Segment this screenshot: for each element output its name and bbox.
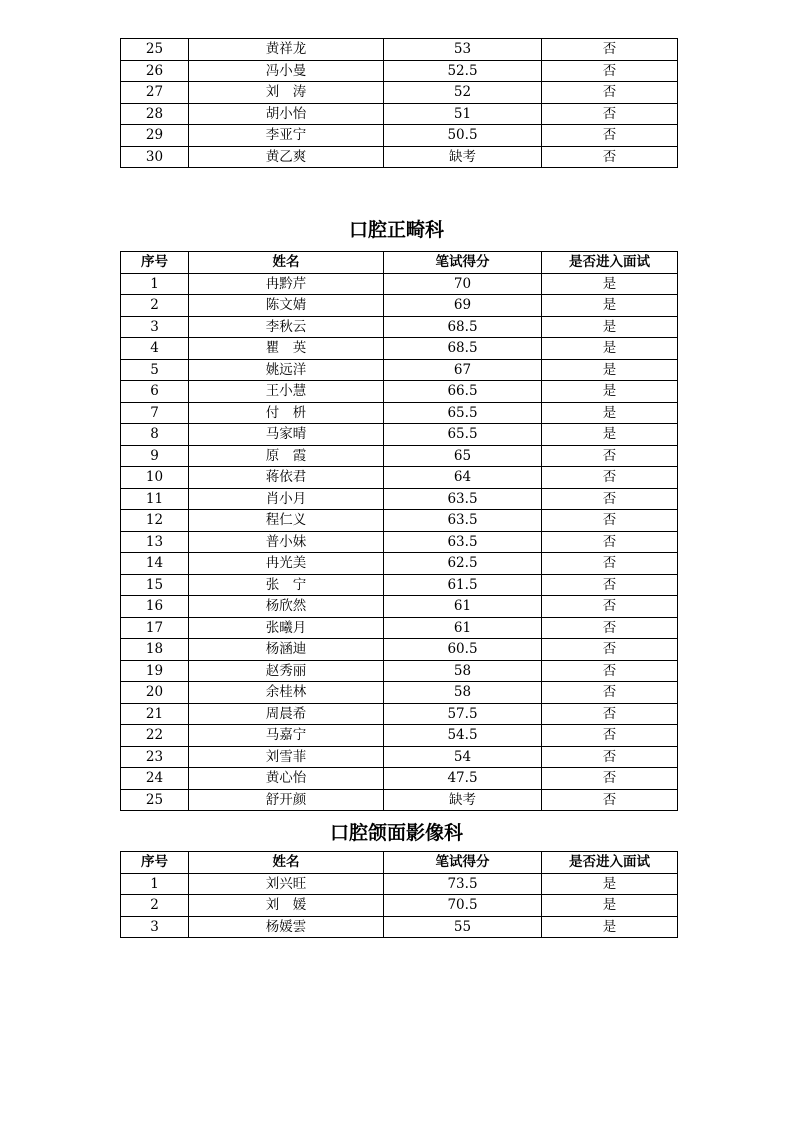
cell-score: 52.5 [384, 60, 542, 82]
table-row [121, 682, 678, 704]
table-row [121, 660, 678, 682]
cell-index: 30 [121, 146, 189, 168]
cell-name: 陈文婧 [189, 295, 384, 317]
cell-score: 69 [384, 295, 542, 317]
header-index: 序号 [121, 852, 189, 874]
table-row [121, 381, 678, 403]
cell-interview: 否 [542, 467, 678, 489]
cell-name: 周晨希 [189, 703, 384, 725]
cell-index: 12 [121, 510, 189, 532]
cell-score: 70 [384, 273, 542, 295]
cell-name: 黄祥龙 [189, 39, 384, 61]
cell-index: 3 [121, 316, 189, 338]
cell-score: 70.5 [384, 895, 542, 917]
table-body [121, 39, 678, 168]
header-score: 笔试得分 [384, 852, 542, 874]
cell-score: 50.5 [384, 125, 542, 147]
header-interview: 是否进入面试 [542, 852, 678, 874]
cell-score: 54 [384, 746, 542, 768]
cell-interview: 否 [542, 553, 678, 575]
cell-score: 64 [384, 467, 542, 489]
table-body [121, 273, 678, 811]
cell-name: 原 霞 [189, 445, 384, 467]
cell-index: 9 [121, 445, 189, 467]
cell-index: 7 [121, 402, 189, 424]
cell-index: 13 [121, 531, 189, 553]
cell-score: 73.5 [384, 873, 542, 895]
cell-score: 63.5 [384, 488, 542, 510]
cell-score: 缺考 [384, 789, 542, 811]
cell-name: 马家晴 [189, 424, 384, 446]
cell-score: 65.5 [384, 402, 542, 424]
cell-name: 黄心怡 [189, 768, 384, 790]
table-row [121, 82, 678, 104]
table-row [121, 895, 678, 917]
cell-index: 23 [121, 746, 189, 768]
cell-interview: 否 [542, 574, 678, 596]
table-row [121, 553, 678, 575]
table-row [121, 273, 678, 295]
cell-index: 18 [121, 639, 189, 661]
cell-score: 63.5 [384, 510, 542, 532]
header-interview: 是否进入面试 [542, 252, 678, 274]
table-row [121, 768, 678, 790]
cell-name: 马嘉宁 [189, 725, 384, 747]
table-row [121, 916, 678, 938]
table-row [121, 316, 678, 338]
cell-name: 王小慧 [189, 381, 384, 403]
header-name: 姓名 [189, 852, 384, 874]
cell-index: 2 [121, 895, 189, 917]
cell-index: 25 [121, 789, 189, 811]
cell-interview: 是 [542, 424, 678, 446]
table-body [121, 873, 678, 938]
cell-index: 1 [121, 873, 189, 895]
table-row [121, 873, 678, 895]
cell-name: 黄乙爽 [189, 146, 384, 168]
cell-interview: 否 [542, 725, 678, 747]
cell-score: 61 [384, 617, 542, 639]
cell-index: 5 [121, 359, 189, 381]
cell-index: 21 [121, 703, 189, 725]
cell-interview: 是 [542, 338, 678, 360]
cell-name: 张 宁 [189, 574, 384, 596]
table-header [121, 852, 678, 874]
table-row [121, 488, 678, 510]
table-row [121, 467, 678, 489]
cell-name: 刘兴旺 [189, 873, 384, 895]
cell-interview: 否 [542, 488, 678, 510]
cell-name: 余桂林 [189, 682, 384, 704]
cell-index: 17 [121, 617, 189, 639]
cell-score: 57.5 [384, 703, 542, 725]
table-row [121, 359, 678, 381]
table-row [121, 60, 678, 82]
cell-index: 11 [121, 488, 189, 510]
cell-interview: 是 [542, 873, 678, 895]
cell-interview: 否 [542, 768, 678, 790]
cell-interview: 是 [542, 273, 678, 295]
cell-interview: 是 [542, 402, 678, 424]
cell-index: 3 [121, 916, 189, 938]
cell-score: 54.5 [384, 725, 542, 747]
cell-score: 缺考 [384, 146, 542, 168]
cell-name: 冯小曼 [189, 60, 384, 82]
cell-score: 68.5 [384, 338, 542, 360]
cell-name: 普小妹 [189, 531, 384, 553]
cell-interview: 否 [542, 660, 678, 682]
table-row [121, 125, 678, 147]
table-row [121, 596, 678, 618]
header-row [121, 252, 678, 274]
cell-name: 瞿 英 [189, 338, 384, 360]
cell-interview: 否 [542, 510, 678, 532]
cell-name: 程仁义 [189, 510, 384, 532]
cell-name: 舒开颜 [189, 789, 384, 811]
table-row [121, 617, 678, 639]
table-row [121, 574, 678, 596]
cell-index: 16 [121, 596, 189, 618]
cell-score: 65.5 [384, 424, 542, 446]
cell-interview: 否 [542, 789, 678, 811]
cell-interview: 否 [542, 639, 678, 661]
cell-index: 10 [121, 467, 189, 489]
table-continued [120, 38, 678, 168]
cell-interview: 否 [542, 39, 678, 61]
cell-score: 47.5 [384, 768, 542, 790]
table-row [121, 445, 678, 467]
cell-index: 29 [121, 125, 189, 147]
cell-score: 66.5 [384, 381, 542, 403]
header-name: 姓名 [189, 252, 384, 274]
cell-index: 6 [121, 381, 189, 403]
cell-name: 李秋云 [189, 316, 384, 338]
table-row [121, 338, 678, 360]
cell-name: 杨媛雲 [189, 916, 384, 938]
cell-index: 1 [121, 273, 189, 295]
header-index: 序号 [121, 252, 189, 274]
table-row [121, 789, 678, 811]
cell-score: 51 [384, 103, 542, 125]
cell-interview: 是 [542, 381, 678, 403]
cell-score: 63.5 [384, 531, 542, 553]
table-row [121, 146, 678, 168]
header-score: 笔试得分 [384, 252, 542, 274]
table-row [121, 531, 678, 553]
cell-index: 15 [121, 574, 189, 596]
cell-interview: 否 [542, 682, 678, 704]
cell-name: 肖小月 [189, 488, 384, 510]
cell-name: 刘 媛 [189, 895, 384, 917]
table-row [121, 39, 678, 61]
table-row [121, 295, 678, 317]
cell-interview: 是 [542, 359, 678, 381]
cell-interview: 否 [542, 60, 678, 82]
cell-interview: 是 [542, 295, 678, 317]
table-row [121, 103, 678, 125]
cell-name: 赵秀丽 [189, 660, 384, 682]
cell-interview: 否 [542, 146, 678, 168]
table-row [121, 703, 678, 725]
cell-interview: 是 [542, 316, 678, 338]
cell-interview: 否 [542, 617, 678, 639]
cell-index: 26 [121, 60, 189, 82]
table-row [121, 510, 678, 532]
table-row [121, 402, 678, 424]
cell-name: 杨欣然 [189, 596, 384, 618]
cell-score: 58 [384, 660, 542, 682]
cell-interview: 否 [542, 445, 678, 467]
cell-index: 24 [121, 768, 189, 790]
cell-name: 胡小怡 [189, 103, 384, 125]
cell-index: 25 [121, 39, 189, 61]
cell-interview: 否 [542, 125, 678, 147]
cell-score: 60.5 [384, 639, 542, 661]
table-radiology [120, 851, 678, 938]
cell-name: 刘雪菲 [189, 746, 384, 768]
cell-index: 27 [121, 82, 189, 104]
cell-interview: 否 [542, 703, 678, 725]
cell-score: 61.5 [384, 574, 542, 596]
cell-name: 冉黔芹 [189, 273, 384, 295]
cell-interview: 否 [542, 596, 678, 618]
cell-interview: 否 [542, 103, 678, 125]
cell-index: 14 [121, 553, 189, 575]
cell-index: 22 [121, 725, 189, 747]
cell-score: 55 [384, 916, 542, 938]
cell-index: 4 [121, 338, 189, 360]
cell-score: 53 [384, 39, 542, 61]
cell-name: 冉光美 [189, 553, 384, 575]
section-title-radiology: 口腔颌面影像科 [329, 822, 463, 844]
section-title-orthodontics: 口腔正畸科 [348, 219, 444, 241]
cell-name: 姚远洋 [189, 359, 384, 381]
table-orthodontics [120, 251, 678, 811]
cell-score: 58 [384, 682, 542, 704]
cell-name: 杨涵迪 [189, 639, 384, 661]
cell-score: 52 [384, 82, 542, 104]
header-row [121, 852, 678, 874]
cell-interview: 是 [542, 895, 678, 917]
cell-score: 67 [384, 359, 542, 381]
cell-interview: 否 [542, 82, 678, 104]
table-row [121, 746, 678, 768]
table-row [121, 639, 678, 661]
cell-interview: 否 [542, 746, 678, 768]
cell-index: 8 [121, 424, 189, 446]
cell-index: 20 [121, 682, 189, 704]
cell-score: 62.5 [384, 553, 542, 575]
cell-name: 李亚宁 [189, 125, 384, 147]
cell-index: 2 [121, 295, 189, 317]
table-row [121, 424, 678, 446]
cell-score: 65 [384, 445, 542, 467]
table-header [121, 252, 678, 274]
cell-index: 28 [121, 103, 189, 125]
table-row [121, 725, 678, 747]
cell-name: 张曦月 [189, 617, 384, 639]
cell-index: 19 [121, 660, 189, 682]
cell-name: 刘 涛 [189, 82, 384, 104]
cell-score: 68.5 [384, 316, 542, 338]
cell-name: 蒋依君 [189, 467, 384, 489]
cell-interview: 是 [542, 916, 678, 938]
cell-interview: 否 [542, 531, 678, 553]
cell-name: 付 枡 [189, 402, 384, 424]
cell-score: 61 [384, 596, 542, 618]
